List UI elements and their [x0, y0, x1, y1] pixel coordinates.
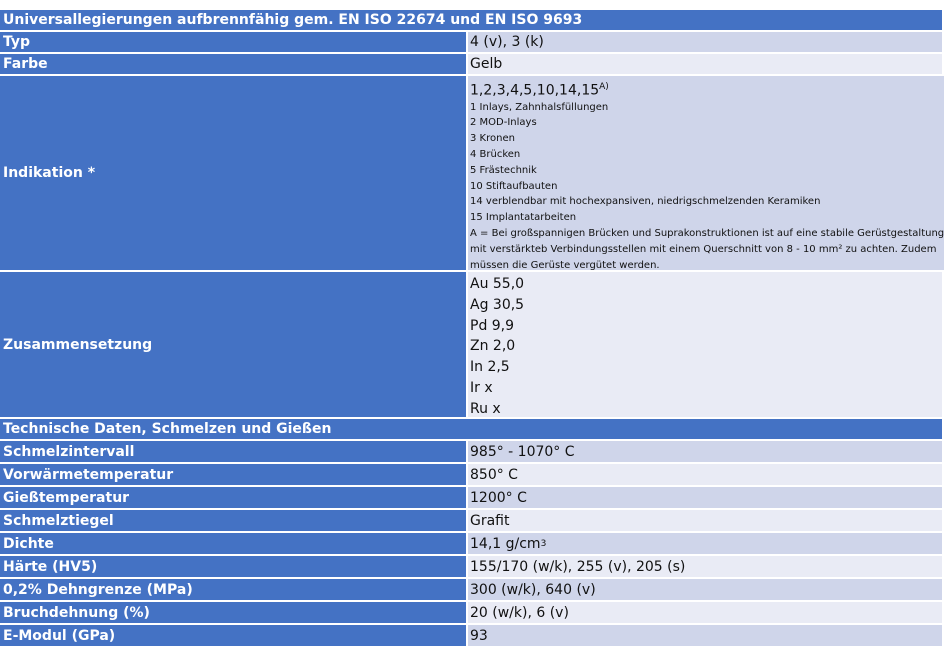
row-label: Gießtemperatur — [0, 487, 468, 508]
row-label: Typ — [0, 32, 468, 52]
row-typ — [0, 32, 942, 54]
indikation-line: 4 Brücken — [470, 149, 521, 161]
indikation-line: 10 Stiftaufbauten — [470, 180, 558, 192]
indikation-line: 15 Implantatarbeiten — [470, 212, 577, 224]
row-label: Schmelzintervall — [0, 441, 468, 462]
section-title-tech: Technische Daten, Schmelzen und Gießen — [0, 419, 942, 441]
indikation-line: mit verstärkteb Verbindungsstellen mit einem Querschnitt von 8 - 10 mm² zu achten. Zudem — [470, 243, 937, 255]
composition-item: Zn 2,0 — [470, 338, 516, 355]
row-value: 985° - 1070° C — [468, 441, 942, 462]
indikation-line: 2 MOD-Inlays — [470, 117, 537, 129]
row-value: 300 (w/k), 640 (v) — [468, 579, 942, 600]
row-label: Farbe — [0, 54, 468, 74]
row-label: Indikation * — [0, 76, 468, 270]
row-value: Grafit — [468, 510, 942, 531]
row-label: Zusammensetzung — [0, 272, 468, 417]
row-vorwaermetemperatur — [0, 464, 942, 487]
density-unit-sup: 3 — [540, 538, 547, 549]
row-giesstemperatur — [0, 487, 942, 510]
table-title: Universallegierungen aufbrennfähig gem. EN ISO 22674 und EN ISO 9693 — [0, 10, 942, 32]
row-value: 1200° C — [468, 487, 942, 508]
row-schmelztiegel — [0, 510, 942, 533]
row-indikation — [0, 76, 945, 272]
indikation-line: 1 Inlays, Zahnhalsfüllungen — [470, 101, 609, 113]
composition-value — [468, 272, 942, 417]
row-zusammensetzung — [0, 272, 942, 419]
row-value: 850° C — [468, 464, 942, 485]
row-label: 0,2% Dehngrenze (MPa) — [0, 579, 468, 600]
row-dehngrenze — [0, 579, 942, 602]
row-value: 4 (v), 3 (k) — [468, 32, 942, 52]
indikation-value — [468, 76, 944, 270]
composition-item: Pd 9,9 — [470, 317, 515, 334]
row-label: Dichte — [0, 533, 468, 554]
row-value: Gelb — [468, 54, 942, 74]
composition-item: Ru x — [470, 400, 501, 417]
indikation-line: 14 verblendbar mit hochexpansiven, niedrigschmelzenden Keramiken — [470, 196, 821, 208]
row-label: Vorwärmetemperatur — [0, 464, 468, 485]
indikation-codes-text: 1,2,3,4,5,10,14,15 — [470, 82, 600, 99]
row-label: Schmelztiegel — [0, 510, 468, 531]
row-bruchdehnung — [0, 602, 942, 625]
indikation-codes-sup: A) — [599, 82, 609, 92]
indikation-line: müssen die Gerüste vergütet werden. — [470, 259, 660, 271]
row-dichte — [0, 533, 942, 556]
row-value: 20 (w/k), 6 (v) — [468, 602, 942, 623]
row-farbe — [0, 54, 942, 76]
composition-item: Au 55,0 — [470, 276, 525, 292]
row-value: 93 — [468, 625, 942, 646]
row-label: E-Modul (GPa) — [0, 625, 468, 646]
row-label: Bruchdehnung (%) — [0, 602, 468, 623]
row-schmelzintervall — [0, 441, 942, 464]
indikation-line: 5 Frästechnik — [470, 164, 537, 176]
composition-item: Ag 30,5 — [470, 296, 525, 313]
row-label: Härte (HV5) — [0, 556, 468, 577]
alloy-spec-table — [0, 10, 945, 648]
row-value: 155/170 (w/k), 255 (v), 205 (s) — [468, 556, 942, 577]
indikation-codes — [470, 78, 944, 100]
composition-item: In 2,5 — [470, 359, 510, 376]
row-value — [468, 533, 942, 554]
indikation-line: A = Bei großspannigen Brücken und Suprakonstruktionen ist auf eine stabile Gerüstgestaltung — [470, 228, 945, 240]
row-haerte — [0, 556, 942, 579]
density-value: 14,1 g/cm — [470, 535, 541, 552]
row-e-modul — [0, 625, 942, 648]
indikation-line: 3 Kronen — [470, 133, 515, 145]
composition-item: Ir x — [470, 379, 493, 396]
